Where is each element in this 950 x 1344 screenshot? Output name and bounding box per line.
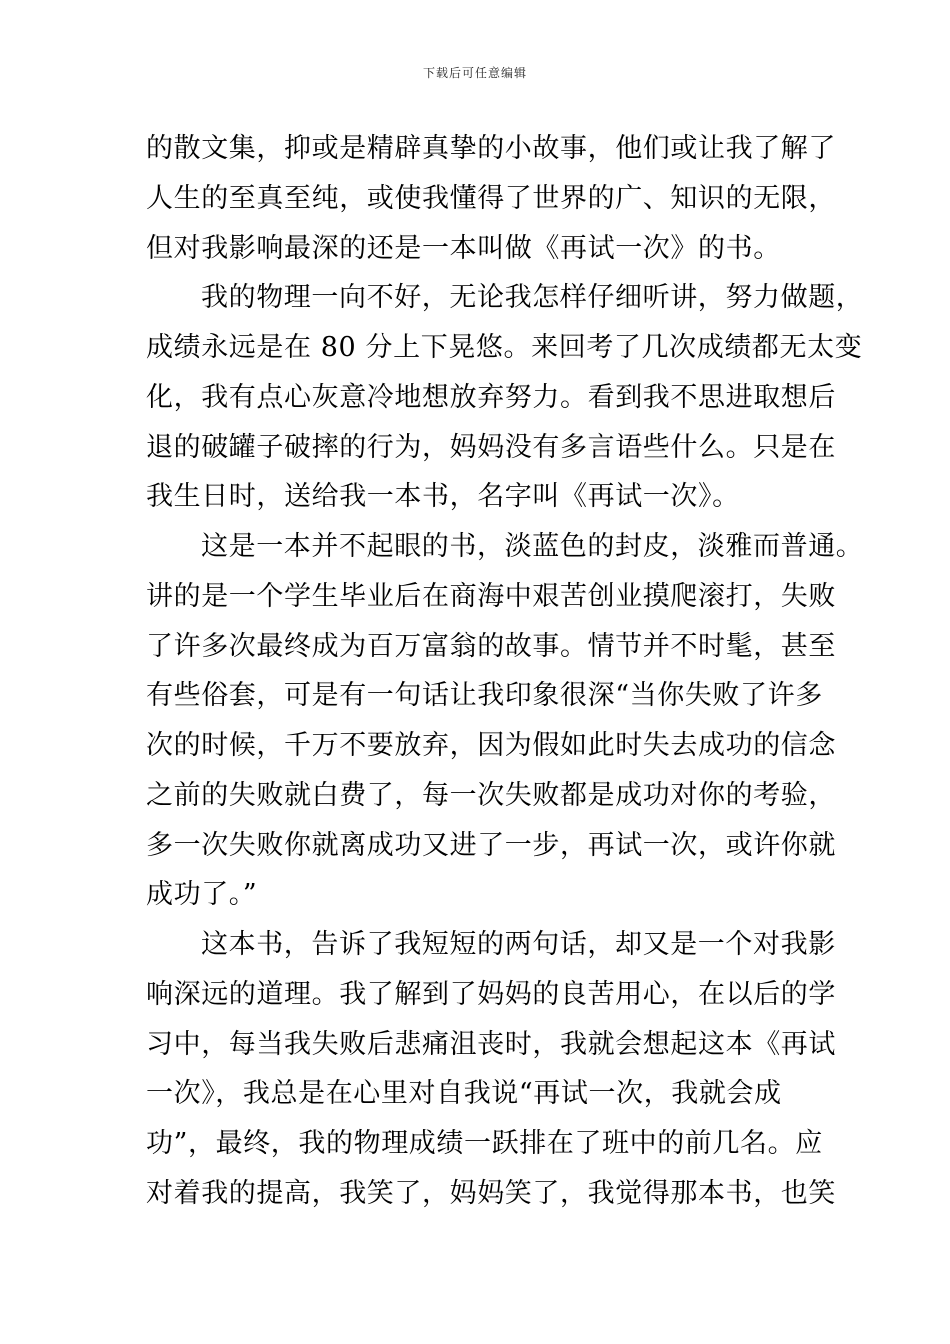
text-line: 有些俗套，可是有一句话让我印象很深“当你失败了许多 bbox=[146, 680, 823, 712]
text-line: 功”，最终，我的物理成绩一跃排在了班中的前几名。应 bbox=[146, 1128, 823, 1159]
paragraph-first-line: 这本书，告诉了我短短的两句话，却又是一个对我影 bbox=[201, 929, 836, 960]
text-line: 化，我有点心灰意冷地想放弃努力。看到我不思进取想后 bbox=[146, 381, 836, 413]
text-line: 对着我的提高，我笑了，妈妈笑了，我觉得那本书，也笑 bbox=[146, 1177, 836, 1209]
text-line: 的散文集，抑或是精辟真挚的小故事，他们或让我了解了 bbox=[146, 133, 836, 164]
text-line: 人生的至真至纯，或使我懂得了世界的广、知识的无限， bbox=[146, 182, 836, 214]
paragraph-first-line: 我的物理一向不好，无论我怎样仔细听讲，努力做题， bbox=[201, 282, 864, 314]
text-line: 一次》，我总是在心里对自我说“再试一次，我就会成 bbox=[146, 1078, 782, 1110]
text-line: 退的破罐子破摔的行为，妈妈没有多言语些什么。只是在 bbox=[146, 431, 836, 463]
text-line: 多一次失败你就离成功又进了一步，再试一次，或许你就 bbox=[146, 829, 836, 861]
text-line: 成功了。” bbox=[146, 879, 258, 911]
text-line: 响深远的道理。我了解到了妈妈的良苦用心，在以后的学 bbox=[146, 978, 836, 1010]
paragraph-first-line: 这是一本并不起眼的书，淡蓝色的封皮，淡雅而普通。 bbox=[201, 531, 864, 562]
text-line: 次的时候，千万不要放弃，因为假如此时失去成功的信念 bbox=[146, 730, 836, 761]
text-line: 我生日时，送给我一本书，名字叫《再试一次》。 bbox=[146, 481, 740, 513]
text-line: 但对我影响最深的还是一本叫做《再试一次》的书。 bbox=[146, 232, 781, 264]
text-line: 成绩永远是在 80 分上下晃悠。来回考了几次成绩都无太变 bbox=[146, 332, 863, 363]
text-line: 讲的是一个学生毕业后在商海中艰苦创业摸爬滚打，失败 bbox=[146, 580, 836, 612]
body-text bbox=[146, 124, 864, 1219]
header-note: 下载后可任意编辑 bbox=[422, 66, 527, 80]
text-line: 习中，每当我失败后悲痛沮丧时，我就会想起这本《再试 bbox=[146, 1028, 836, 1060]
text-line: 之前的失败就白费了，每一次失败都是成功对你的考验， bbox=[146, 779, 836, 811]
text-line: 了许多次最终成为百万富翁的故事。情节并不时髦，甚至 bbox=[146, 630, 836, 662]
